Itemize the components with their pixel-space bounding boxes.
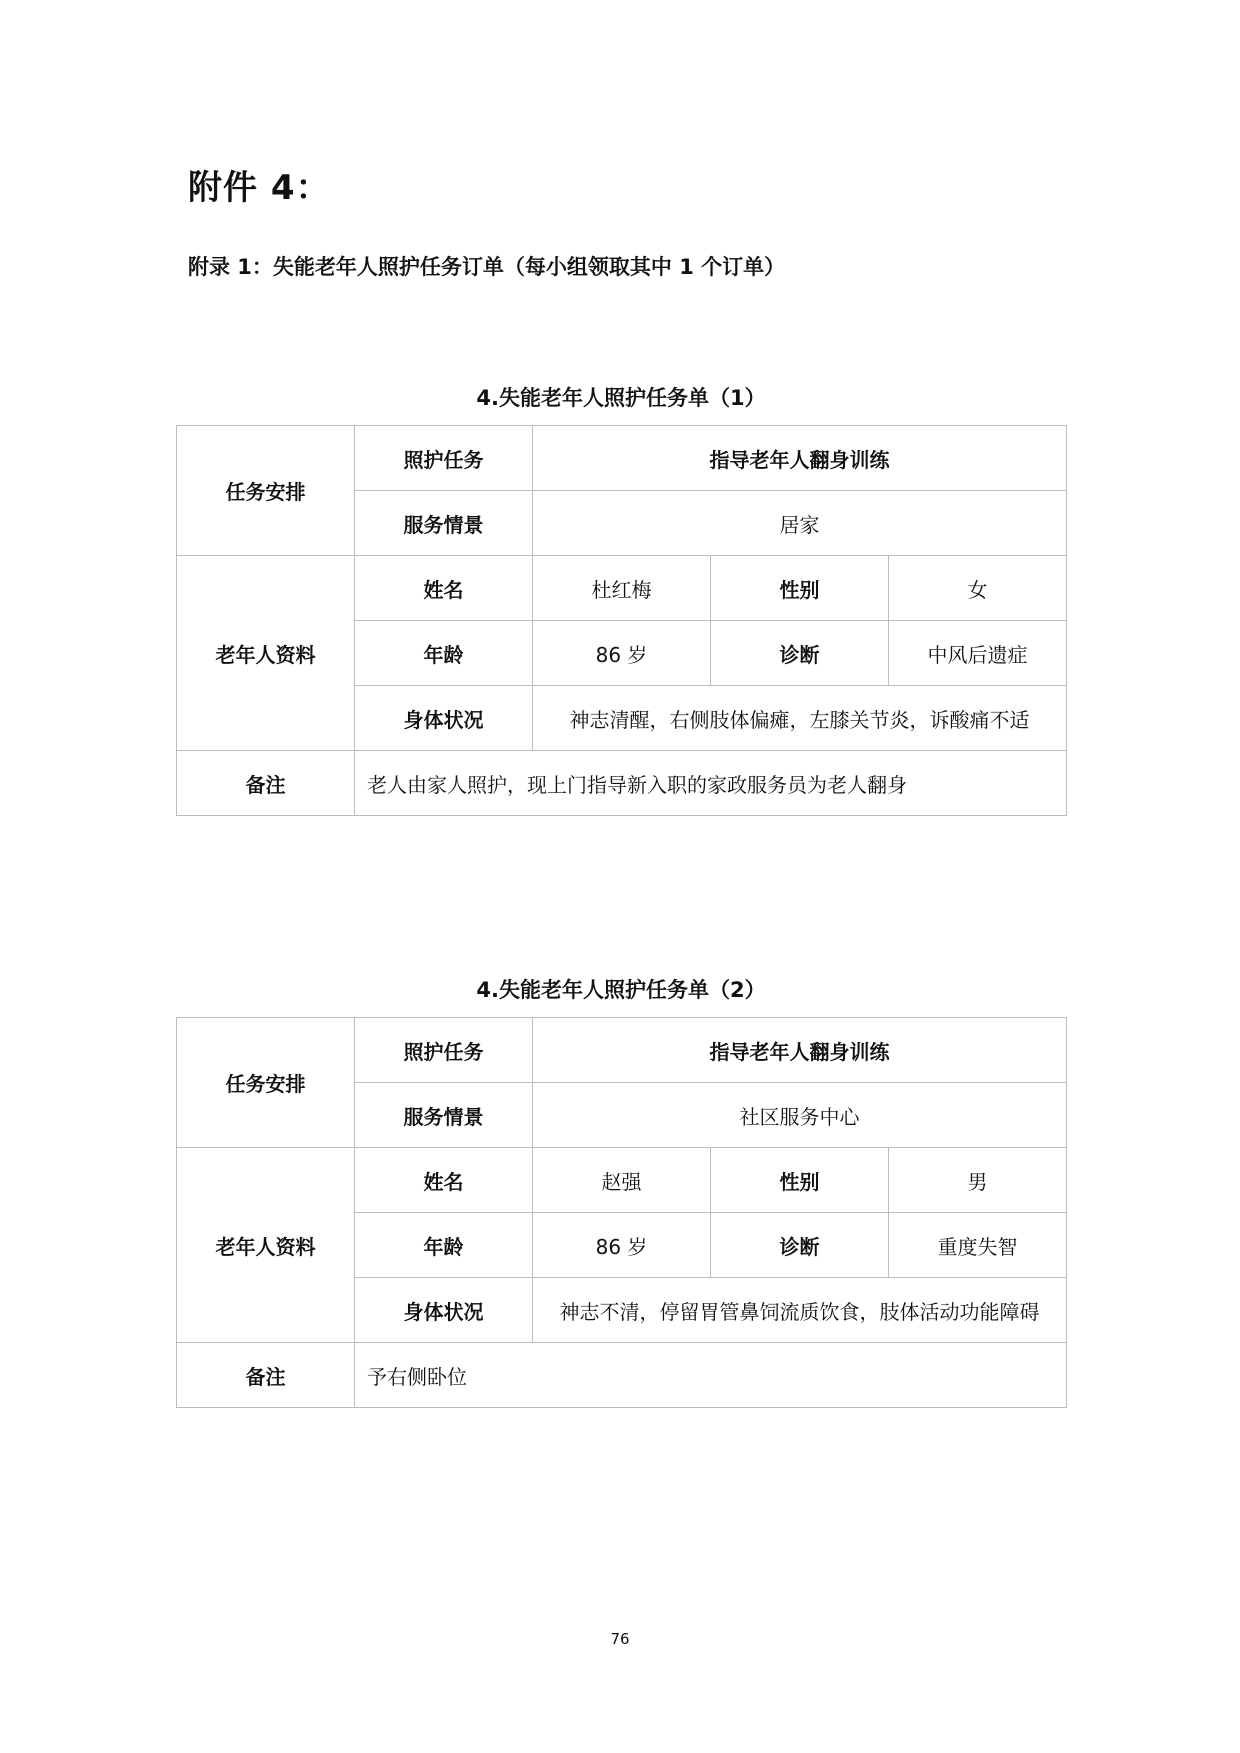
gender-value: 男 bbox=[889, 1148, 1067, 1213]
page-heading: 附件 4： bbox=[188, 168, 331, 208]
care-task-label: 照护任务 bbox=[355, 1018, 533, 1083]
diagnosis-label: 诊断 bbox=[711, 621, 889, 686]
physical-condition-label: 身体状况 bbox=[355, 686, 533, 751]
age-label: 年龄 bbox=[355, 621, 533, 686]
task-sheet-table-1 bbox=[176, 425, 1067, 816]
physical-condition-value: 神志不清，停留胃管鼻饲流质饮食，肢体活动功能障碍 bbox=[533, 1278, 1067, 1343]
remarks-label: 备注 bbox=[177, 751, 355, 816]
service-scenario-value: 居家 bbox=[533, 491, 1067, 556]
diagnosis-value: 重度失智 bbox=[889, 1213, 1067, 1278]
gender-label: 性别 bbox=[711, 1148, 889, 1213]
table-row bbox=[177, 556, 1067, 621]
table-row bbox=[177, 1018, 1067, 1083]
table-row bbox=[177, 1148, 1067, 1213]
remarks-label: 备注 bbox=[177, 1343, 355, 1408]
remarks-value: 予右侧卧位 bbox=[355, 1343, 1067, 1408]
table-row bbox=[177, 751, 1067, 816]
gender-label: 性别 bbox=[711, 556, 889, 621]
table-row bbox=[177, 1343, 1067, 1408]
name-label: 姓名 bbox=[355, 556, 533, 621]
physical-condition-value: 神志清醒，右侧肢体偏瘫，左膝关节炎，诉酸痛不适 bbox=[533, 686, 1067, 751]
service-scenario-label: 服务情景 bbox=[355, 491, 533, 556]
task-sheet-table-2 bbox=[176, 1017, 1067, 1408]
care-task-value: 指导老年人翻身训练 bbox=[533, 1018, 1067, 1083]
name-value: 杜红梅 bbox=[533, 556, 711, 621]
appendix-subheading: 附录 1：失能老年人照护任务订单（每小组领取其中 1 个订单） bbox=[188, 255, 786, 279]
age-value: 86 岁 bbox=[533, 1213, 711, 1278]
task-arrangement-label: 任务安排 bbox=[177, 426, 355, 556]
care-task-value: 指导老年人翻身训练 bbox=[533, 426, 1067, 491]
service-scenario-value: 社区服务中心 bbox=[533, 1083, 1067, 1148]
elder-info-label: 老年人资料 bbox=[177, 1148, 355, 1343]
gender-value: 女 bbox=[889, 556, 1067, 621]
diagnosis-label: 诊断 bbox=[711, 1213, 889, 1278]
age-value: 86 岁 bbox=[533, 621, 711, 686]
diagnosis-value: 中风后遗症 bbox=[889, 621, 1067, 686]
name-value: 赵强 bbox=[533, 1148, 711, 1213]
care-task-label: 照护任务 bbox=[355, 426, 533, 491]
service-scenario-label: 服务情景 bbox=[355, 1083, 533, 1148]
page-number: 76 bbox=[610, 1630, 630, 1648]
age-label: 年龄 bbox=[355, 1213, 533, 1278]
table-row bbox=[177, 426, 1067, 491]
physical-condition-label: 身体状况 bbox=[355, 1278, 533, 1343]
name-label: 姓名 bbox=[355, 1148, 533, 1213]
remarks-value: 老人由家人照护，现上门指导新入职的家政服务员为老人翻身 bbox=[355, 751, 1067, 816]
task-arrangement-label: 任务安排 bbox=[177, 1018, 355, 1148]
elder-info-label: 老年人资料 bbox=[177, 556, 355, 751]
task-sheet-title-1: 4.失能老年人照护任务单（1） bbox=[476, 386, 766, 410]
task-sheet-title-2: 4.失能老年人照护任务单（2） bbox=[476, 978, 766, 1002]
